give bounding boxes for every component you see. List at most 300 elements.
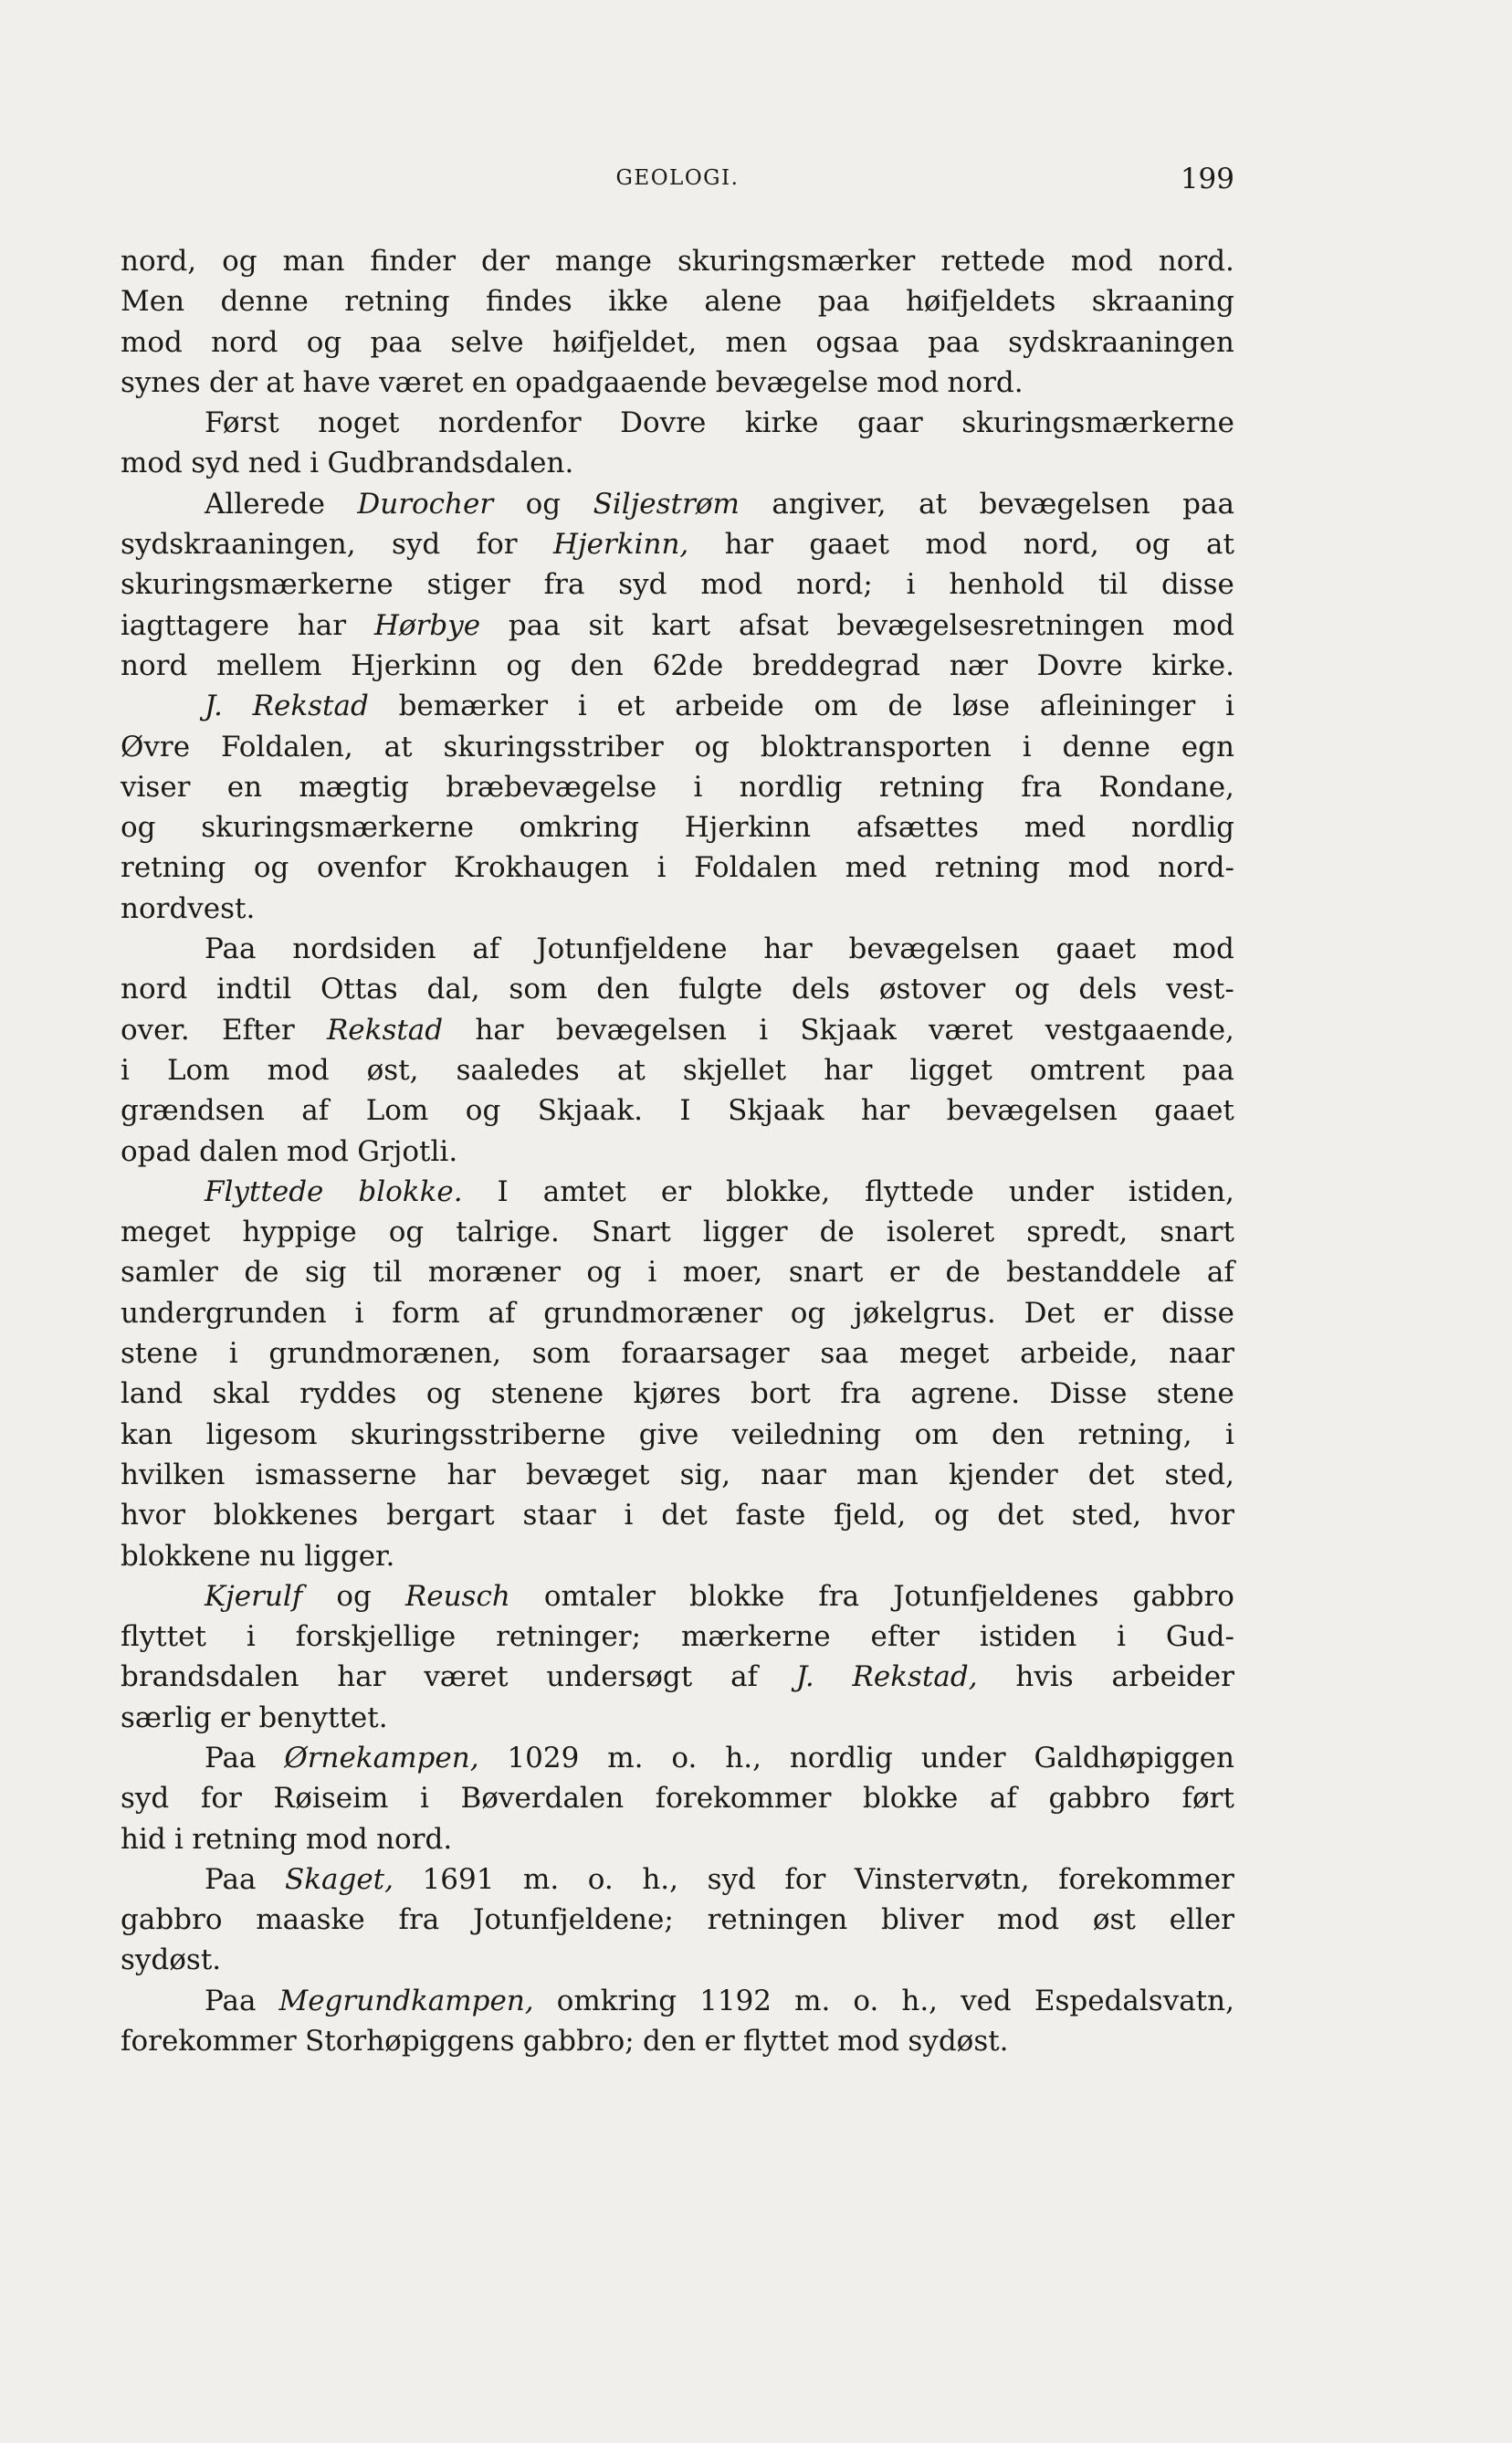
word: Skjaak — [728, 1094, 824, 1128]
word: indtil — [216, 973, 292, 1006]
word: blokke — [863, 1782, 959, 1816]
word: i — [354, 1296, 364, 1330]
word: m. — [607, 1741, 644, 1774]
word: viser — [121, 770, 191, 804]
word: et — [616, 690, 646, 723]
word: mærkerne — [680, 1620, 831, 1654]
word: spredt, — [1026, 1216, 1129, 1249]
word: Grjotli. — [357, 1134, 458, 1168]
word: Galdhøpiggen — [1034, 1741, 1234, 1774]
word: af — [472, 932, 500, 966]
word: opad — [121, 1134, 191, 1168]
italic-word: Rekstad, — [852, 1660, 978, 1694]
word: bevægelse — [715, 365, 868, 399]
word: i — [906, 568, 916, 602]
word: og — [1135, 528, 1171, 562]
word: syd — [191, 447, 240, 480]
italic-word: Reusch — [404, 1579, 510, 1613]
word: i — [693, 770, 703, 804]
word: snart — [788, 1256, 864, 1290]
word: nord. — [1158, 245, 1234, 278]
word: nord — [211, 325, 278, 359]
word: mange — [554, 245, 652, 278]
word: den — [992, 1417, 1045, 1451]
word: nord- — [1158, 851, 1234, 885]
word: samler — [121, 1256, 218, 1290]
word: mod — [1172, 932, 1234, 966]
word: i — [656, 851, 667, 885]
word: skjellet — [682, 1053, 787, 1087]
italic-word: Flyttede — [205, 1174, 324, 1208]
word: retninger; — [496, 1620, 642, 1654]
word: og — [222, 245, 257, 278]
word: kirke — [744, 406, 819, 440]
word: Rondane, — [1098, 770, 1234, 804]
word: øst, — [366, 1053, 419, 1087]
word: hvilken — [121, 1458, 226, 1491]
word: moer, — [682, 1256, 763, 1290]
text-line — [121, 1252, 1234, 1292]
word: dels — [1078, 973, 1138, 1006]
word: for — [200, 1782, 242, 1816]
italic-word: blokke. — [358, 1174, 463, 1208]
word: saa — [820, 1337, 869, 1371]
text-line — [121, 1738, 1234, 1778]
word: mod — [1067, 851, 1130, 885]
word: en — [471, 365, 508, 399]
word: har — [724, 528, 773, 562]
word: ligesom — [205, 1417, 318, 1451]
word: Paa — [205, 1741, 257, 1774]
word: gaaet — [809, 528, 889, 562]
word: for — [784, 1862, 826, 1896]
word: i — [647, 1256, 657, 1290]
word: en — [226, 770, 263, 804]
word: i — [759, 1013, 769, 1047]
word: bergart — [386, 1499, 495, 1532]
word: bræbevægelse — [446, 770, 657, 804]
text-line — [121, 281, 1234, 321]
word: istiden, — [1128, 1174, 1234, 1208]
word: Snart — [591, 1216, 671, 1249]
word: efter — [870, 1620, 940, 1654]
word: retning — [344, 285, 450, 319]
word: de — [244, 1256, 279, 1290]
word: hid — [121, 1822, 166, 1856]
word: i — [577, 690, 587, 723]
word: høifjeldet, — [551, 325, 698, 359]
word: Foldalen, — [220, 730, 353, 763]
italic-word: J. — [795, 1660, 814, 1694]
word: selve — [450, 325, 524, 359]
word: syd — [391, 528, 441, 562]
word: kirke. — [1151, 648, 1234, 682]
word: og — [694, 730, 730, 763]
word: og — [790, 1296, 826, 1330]
word: bliver — [881, 1903, 964, 1937]
word: ved — [961, 1984, 1012, 2017]
word: under — [1008, 1174, 1094, 1208]
word: i — [1117, 1620, 1127, 1654]
word: mod — [997, 1903, 1060, 1937]
word: ikke — [608, 285, 668, 319]
word: forekommer — [655, 1782, 832, 1816]
word: meget — [898, 1337, 990, 1371]
word: Paa — [205, 1862, 257, 1896]
word: o. — [671, 1741, 698, 1774]
word: forskjellige — [295, 1620, 457, 1654]
word: mod — [877, 365, 940, 399]
word: Jotunfjeldenes — [893, 1579, 1099, 1613]
word: nord. — [947, 365, 1024, 399]
word: sydskraaningen — [1008, 325, 1234, 359]
word: været — [929, 1013, 1013, 1047]
word: østover — [878, 973, 986, 1006]
word: er — [1103, 1296, 1134, 1330]
text-line — [121, 322, 1234, 363]
word: til — [373, 1256, 403, 1290]
word: været — [379, 365, 464, 399]
word: grundmorænen, — [268, 1337, 502, 1371]
word: og — [253, 851, 289, 885]
word: blokke — [688, 1579, 785, 1613]
word: flyttet — [121, 1620, 206, 1654]
word: sig, — [679, 1458, 731, 1491]
word: amtet — [542, 1174, 626, 1208]
text-line — [121, 1536, 1234, 1576]
word: nord — [121, 973, 188, 1006]
word: afsættes — [856, 811, 980, 845]
text-line — [121, 1616, 1234, 1657]
word: dalen — [199, 1134, 278, 1168]
word: moræner — [427, 1256, 561, 1290]
word: sydøst. — [121, 1943, 222, 1977]
word: i — [228, 1337, 238, 1371]
running-head: GEOLOGI. — [615, 166, 740, 190]
word: blokkene — [121, 1539, 251, 1573]
word: gaaet — [1154, 1094, 1234, 1128]
word: agrene. — [910, 1377, 1021, 1411]
word: ført — [1181, 1782, 1234, 1816]
word: der — [480, 245, 530, 278]
text-line — [121, 1132, 1234, 1172]
word: og — [506, 648, 541, 682]
word: Espedalsvatn, — [1034, 1984, 1234, 2017]
word: og — [1014, 973, 1050, 1006]
word: bevægelsen — [946, 1094, 1118, 1128]
word: i — [121, 1053, 130, 1087]
word: flyttede — [865, 1174, 974, 1208]
text-line — [121, 686, 1234, 726]
word: alene — [704, 285, 782, 319]
word: Disse — [1049, 1377, 1128, 1411]
word: gabbro; — [522, 2025, 635, 2059]
word: skraaning — [1091, 285, 1234, 319]
word: men — [725, 325, 788, 359]
word: Men — [121, 285, 185, 319]
word: bevægelsen — [979, 487, 1150, 521]
word: bloktransporten — [760, 730, 992, 763]
word: undergrunden — [121, 1296, 327, 1330]
word: kart — [651, 608, 711, 642]
word: stene — [1156, 1377, 1234, 1411]
word: benyttet. — [258, 1701, 388, 1734]
body-text — [121, 241, 1234, 2061]
word: mod — [1172, 608, 1234, 642]
word: i — [1224, 1417, 1234, 1451]
word: at — [919, 487, 948, 521]
italic-word: Kjerulf — [205, 1579, 303, 1613]
word: noget — [318, 406, 400, 440]
word: sydskraaningen, — [121, 528, 356, 562]
italic-word: Siljestrøm — [593, 487, 740, 521]
word: skuringsstriberne — [350, 1417, 606, 1451]
word: stene — [121, 1337, 199, 1371]
word: de — [819, 1216, 855, 1249]
word: egn — [1181, 730, 1234, 763]
text-line — [121, 1293, 1234, 1333]
word: bemærker — [398, 690, 549, 723]
word: med — [1024, 811, 1087, 845]
word: Dovre — [1036, 648, 1123, 682]
word: skuringsmærkerne — [121, 568, 394, 602]
word: og — [465, 1094, 501, 1128]
word: været — [424, 1660, 509, 1694]
text-line — [121, 1657, 1234, 1697]
word: brandsdalen — [121, 1660, 299, 1694]
word: det — [997, 1499, 1044, 1532]
word: hvis — [1015, 1660, 1074, 1694]
text-line — [121, 605, 1234, 646]
word: m. — [794, 1984, 831, 2017]
word: nord, — [121, 245, 197, 278]
text-line — [121, 1900, 1234, 1940]
word: h., — [725, 1741, 761, 1774]
word: I — [497, 1174, 509, 1208]
word: Øvre — [121, 730, 191, 763]
word: nær — [949, 648, 1008, 682]
italic-word: Ørnekampen, — [284, 1741, 479, 1774]
word: Røiseim — [273, 1782, 389, 1816]
word: nord; — [796, 568, 873, 602]
word: for — [476, 528, 518, 562]
word: med — [845, 851, 908, 885]
word: syd — [707, 1862, 756, 1896]
word: forekommer — [121, 2025, 297, 2059]
word: finder — [370, 245, 457, 278]
word: nordlig — [739, 770, 843, 804]
word: nord, — [1023, 528, 1099, 562]
word: kan — [121, 1417, 173, 1451]
word: og — [933, 1499, 970, 1532]
word: af — [989, 1782, 1017, 1816]
text-line — [121, 969, 1234, 1009]
word: Paa — [205, 1984, 257, 2017]
word: man — [856, 1458, 919, 1491]
word: vest- — [1166, 973, 1234, 1006]
text-line — [121, 1333, 1234, 1374]
word: Først — [205, 406, 279, 440]
word: blokkenes — [213, 1499, 359, 1532]
word: gabbro — [121, 1903, 223, 1937]
word: omtaler — [543, 1579, 656, 1613]
word: blokke, — [726, 1174, 831, 1208]
word: har — [860, 1094, 910, 1128]
italic-word: J. — [205, 690, 223, 723]
text-line — [121, 1090, 1234, 1131]
word: kjøres — [633, 1377, 721, 1411]
word: skuringsstriber — [443, 730, 664, 763]
word: øst — [1092, 1903, 1136, 1937]
word: fra — [398, 1903, 440, 1937]
word: har — [337, 1660, 386, 1694]
word: Jotunfjeldene; — [473, 1903, 674, 1937]
text-line — [121, 1981, 1234, 2021]
word: o. — [587, 1862, 614, 1896]
word: de — [945, 1256, 981, 1290]
word: grundmoræner — [543, 1296, 762, 1330]
word: Vinstervøtn, — [854, 1862, 1030, 1896]
word: fra — [840, 1377, 882, 1411]
text-line — [121, 1698, 1234, 1738]
text-line — [121, 1576, 1234, 1616]
word: opadgaaende — [515, 365, 708, 399]
word: ogsaa — [815, 325, 899, 359]
word: paa — [370, 325, 423, 359]
word: som — [509, 973, 568, 1006]
word: veiledning — [731, 1417, 882, 1451]
word: o. — [853, 1984, 879, 2017]
word: Skjaak — [800, 1013, 897, 1047]
word: omkring — [556, 1984, 677, 2017]
italic-word: Rekstad — [326, 1013, 444, 1047]
text-line — [121, 2021, 1234, 2061]
word: ligget — [909, 1053, 992, 1087]
word: fra — [543, 568, 585, 602]
word: maaske — [256, 1903, 365, 1937]
text-line — [121, 484, 1234, 524]
word: hvor — [1169, 1499, 1234, 1532]
word: disse — [1161, 1296, 1234, 1330]
word: og — [525, 487, 562, 521]
word: istiden — [979, 1620, 1077, 1654]
word: Lom — [166, 1053, 230, 1087]
word: sted, — [1164, 1458, 1234, 1491]
word: flyttet — [742, 2025, 829, 2059]
word: retning — [878, 770, 985, 804]
word: nordenfor — [438, 406, 582, 440]
word: 1192 — [699, 1984, 772, 2017]
word: nordsiden — [292, 932, 436, 966]
word: ovenfor — [316, 851, 426, 885]
italic-word: Rekstad — [252, 690, 369, 723]
word: 62de — [652, 648, 724, 682]
word: Dovre — [620, 406, 707, 440]
text-line — [121, 564, 1234, 605]
word: de — [887, 690, 923, 723]
word: mod — [121, 447, 183, 480]
word: over. — [121, 1013, 190, 1047]
text-line — [121, 1415, 1234, 1455]
word: bort — [751, 1377, 811, 1411]
word: omkring — [519, 811, 640, 845]
word: mod — [267, 1053, 330, 1087]
word: Ottas — [320, 973, 398, 1006]
word: henhold — [949, 568, 1066, 602]
text-line — [121, 929, 1234, 969]
word: afleininger — [1039, 690, 1196, 723]
word: paa — [1182, 487, 1234, 521]
word: under — [920, 1741, 1006, 1774]
word: ligger. — [304, 1539, 395, 1573]
word: vestgaaende, — [1045, 1013, 1234, 1047]
word: nordlig — [789, 1741, 893, 1774]
word: bevægelsen — [848, 932, 1020, 966]
word: sted, — [1071, 1499, 1142, 1532]
italic-word: Durocher — [357, 487, 494, 521]
word: retning — [121, 851, 226, 885]
word: mellem — [216, 648, 322, 682]
word: skuringsmærkerne — [201, 811, 474, 845]
word: land — [121, 1377, 184, 1411]
word: Skjaak. — [537, 1094, 643, 1128]
word: nordlig — [1130, 811, 1234, 845]
text-line — [121, 1212, 1234, 1252]
word: har — [763, 932, 813, 966]
word: i — [624, 1499, 634, 1532]
word: afsat — [738, 608, 809, 642]
word: at — [383, 730, 413, 763]
word: skuringsmærker — [677, 245, 916, 278]
word: syd — [121, 1782, 170, 1816]
word: Storhøpiggens — [305, 2025, 515, 2059]
word: fra — [818, 1579, 860, 1613]
word: sydøst. — [908, 2025, 1009, 2059]
word: 1691 — [422, 1862, 495, 1896]
word: ryddes — [299, 1377, 397, 1411]
text-line — [121, 1010, 1234, 1050]
word: m. — [523, 1862, 560, 1896]
word: Efter — [222, 1013, 295, 1047]
word: give — [638, 1417, 699, 1451]
word: retning — [934, 851, 1041, 885]
word: bestanddele — [1006, 1256, 1181, 1290]
word: h., — [901, 1984, 939, 2017]
word: I — [679, 1094, 691, 1128]
word: dels — [791, 973, 850, 1006]
text-line — [121, 1495, 1234, 1535]
word: gabbro — [1048, 1782, 1150, 1816]
word: og — [388, 1216, 425, 1249]
word: mod — [925, 528, 988, 562]
word: skal — [212, 1377, 270, 1411]
text-line — [121, 1455, 1234, 1495]
word: omtrent — [1029, 1053, 1145, 1087]
word: arbeider — [1111, 1660, 1234, 1694]
text-line — [121, 1374, 1234, 1414]
word: mod — [700, 568, 763, 602]
word: grændsen — [121, 1094, 265, 1128]
word: den — [596, 973, 650, 1006]
text-line — [121, 524, 1234, 564]
word: har — [475, 1013, 524, 1047]
word: er — [704, 2025, 735, 2059]
word: faste — [735, 1499, 806, 1532]
text-line — [121, 1859, 1234, 1900]
word: ned — [247, 447, 301, 480]
text-line — [121, 807, 1234, 848]
word: sig — [304, 1256, 347, 1290]
